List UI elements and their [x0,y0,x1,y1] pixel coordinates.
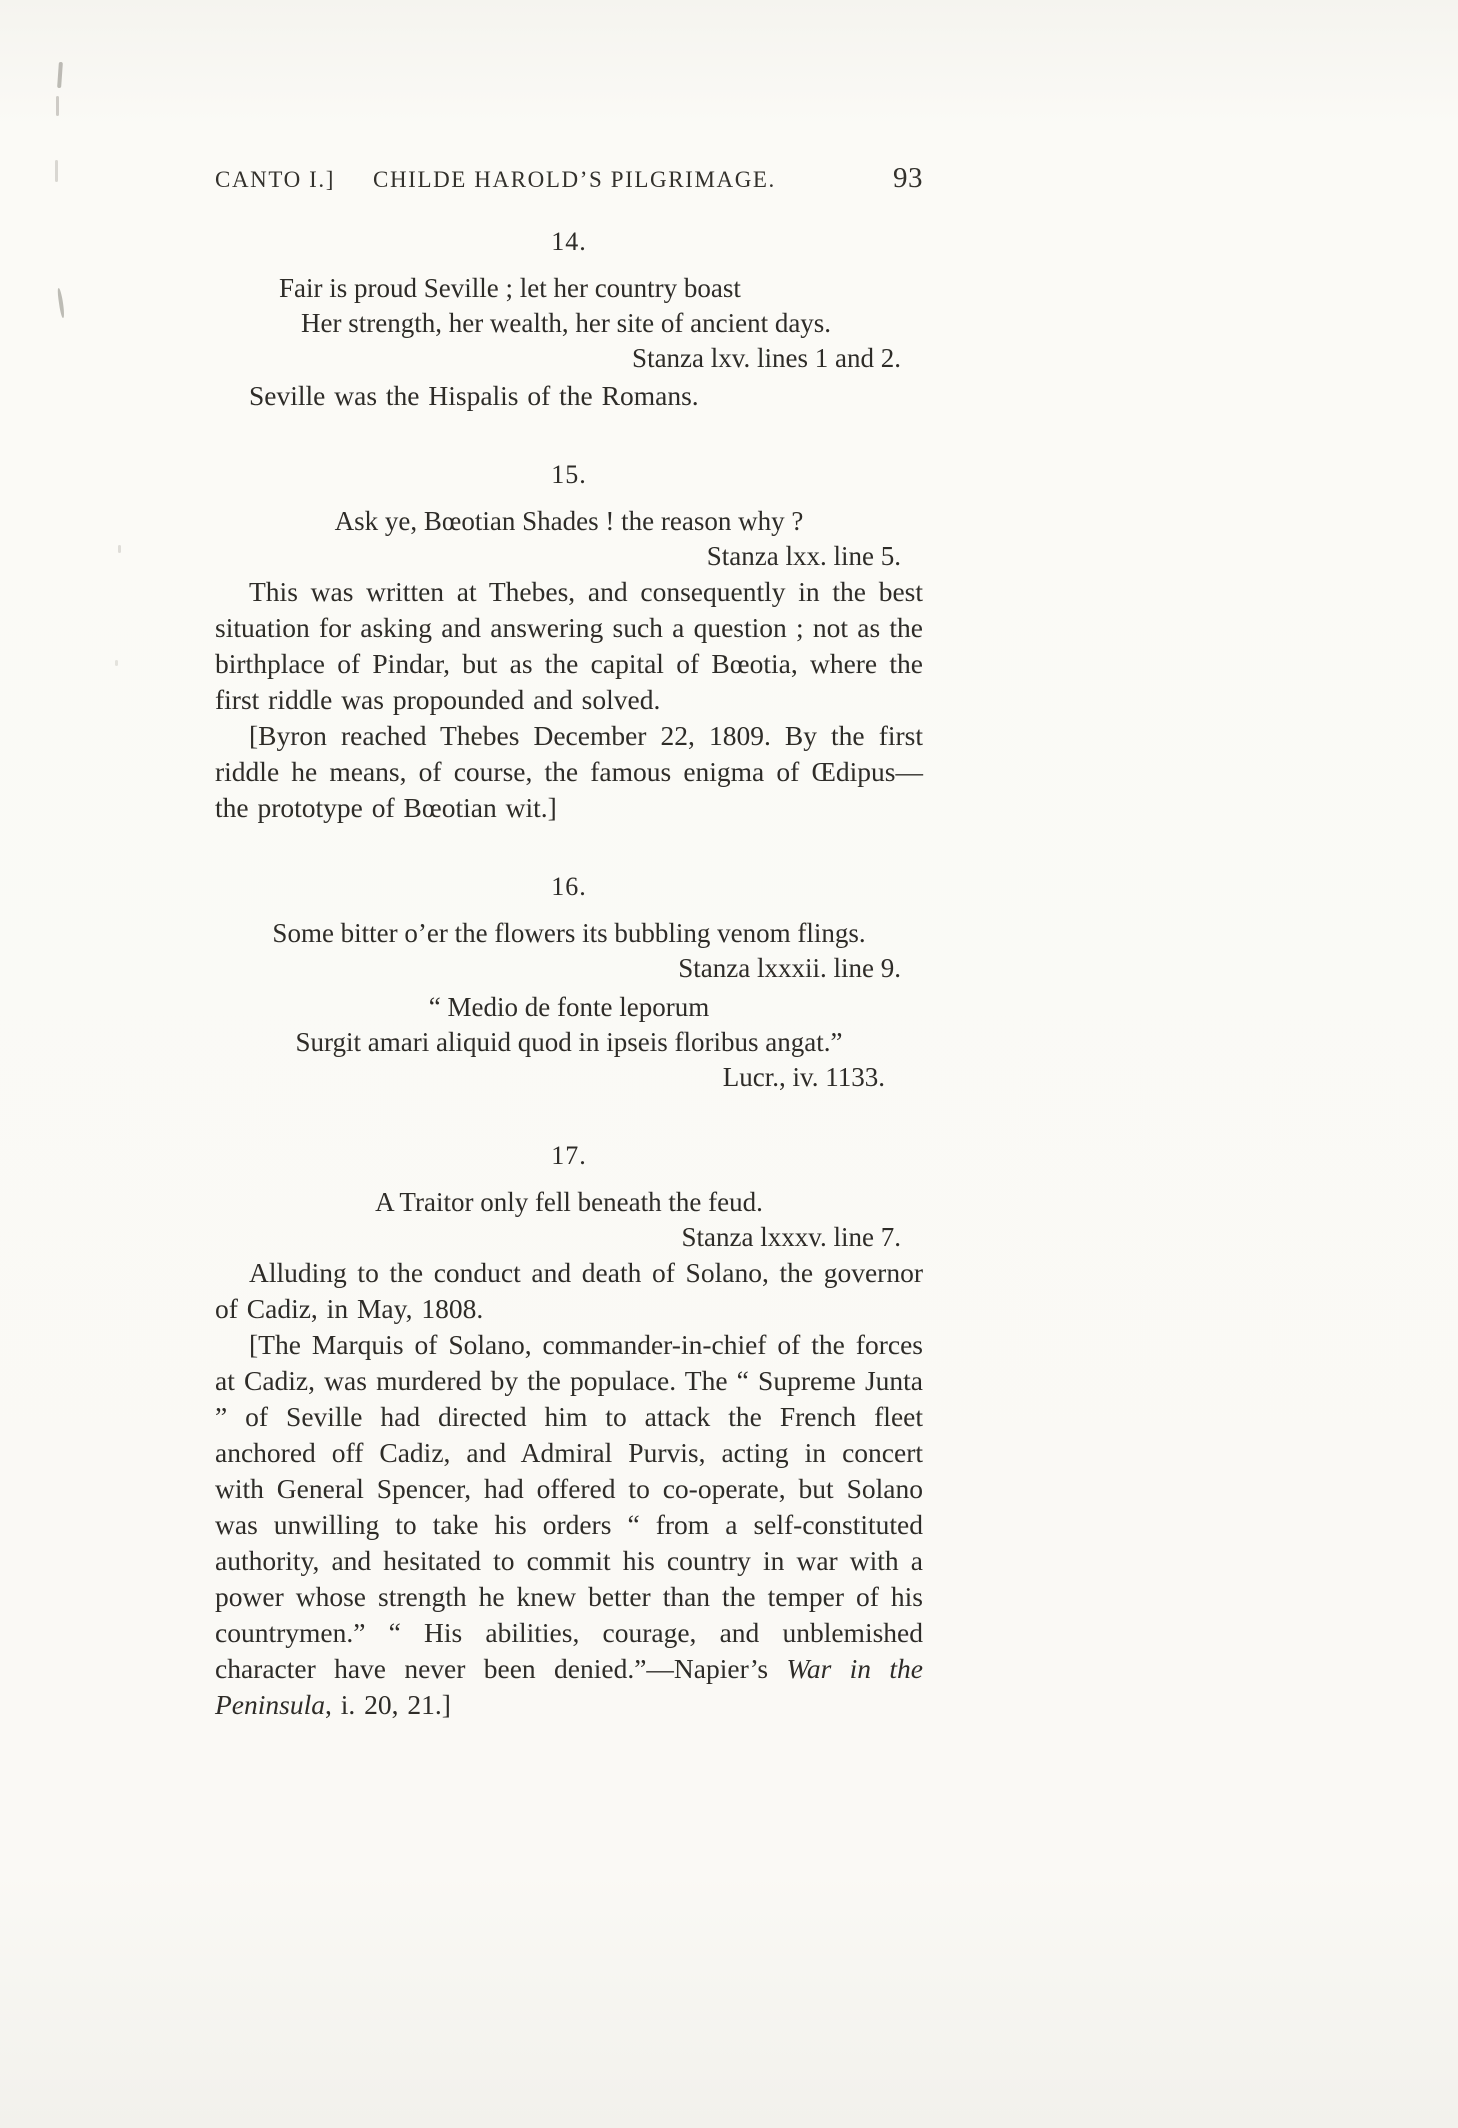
note-section-17 [215,1141,923,1723]
latin-quote [215,990,923,1060]
verse-quote [279,271,923,341]
verse-line: “ Medio de fonte leporum [428,992,710,1022]
verse-quote [215,504,923,539]
note-section-16 [215,872,923,1095]
note-section-15 [215,460,923,826]
note-paragraph: This was written at Thebes, and consequently in the best situation for asking and answering such a question ; not as the birthplace of Pindar, but as the capital of Bœotia, where the first riddle was propounded and solved. [215,576,923,715]
bracket-tail: , i. 20, 21.] [325,1689,451,1720]
scan-artifact [57,62,63,88]
section-number: 17. [551,1141,587,1170]
stanza-attribution: Stanza lxxxii. line 9. [678,953,901,983]
scan-artifact [118,545,121,553]
verse-line: Surgit amari aliquid quod in ipseis floribus angat.” [295,1027,843,1057]
scan-artifact [56,96,59,116]
verse-quote [215,1185,923,1220]
scan-artifact [55,160,58,182]
canto-label: CANTO I.] [215,167,336,192]
latin-attribution: Lucr., iv. 1133. [722,1062,885,1092]
running-title: CHILDE HAROLD’S PILGRIMAGE. [373,167,776,192]
page-number: 93 [893,162,923,194]
section-number: 15. [551,460,587,489]
stanza-attribution: Stanza lxxxv. line 7. [681,1222,901,1252]
scan-artifact [57,288,65,318]
note-section-14 [215,227,923,414]
bracket-text: [The Marquis of Solano, commander-in-chief of the forces at Cadiz, was murdered by the populace. The “ Supreme Junta ” of Seville had directed him to attack the French fleet anchored off Cadiz, and Admiral Purvis, acting in concert with General Spencer, had offered to co-operate, but Solano was unwilling to take his orders “ from a self-constituted authority, and hesitated to commit his country in war with a power whose strength he knew better than the temper of his countrymen.” “ His abilities, courage, and unblemished character have never been denied.”—Napier’s [215,1329,923,1684]
stanza-attribution: Stanza lxv. lines 1 and 2. [632,343,901,373]
note-paragraph: Seville was the Hispalis of the Romans. [249,380,699,411]
verse-quote [215,916,923,951]
note-paragraph: [Byron reached Thebes December 22, 1809. By the first riddle he means, of course, the famous enigma of Œdipus—the prototype of Bœotian wit.] [215,720,923,823]
verse-line: Some bitter o’er the flowers its bubbling venom flings. [272,918,866,948]
note-paragraph-bracketed [215,1327,923,1723]
section-number: 16. [551,872,587,901]
verse-line: Fair is proud Seville ; let her country boast [279,273,741,303]
verse-line: A Traitor only fell beneath the feud. [375,1187,763,1217]
verse-line: Ask ye, Bœotian Shades ! the reason why ? [334,506,804,536]
text-block [215,162,923,1723]
verse-line: Her strength, her wealth, her site of ancient days. [301,308,832,338]
section-number: 14. [551,227,587,256]
scan-artifact [115,660,118,666]
book-title-italic: War in the Peninsula [215,1653,923,1720]
stanza-attribution: Stanza lxx. line 5. [706,541,901,571]
running-header [215,162,923,195]
note-paragraph: Alluding to the conduct and death of Solano, the governor of Cadiz, in May, 1808. [215,1257,923,1324]
